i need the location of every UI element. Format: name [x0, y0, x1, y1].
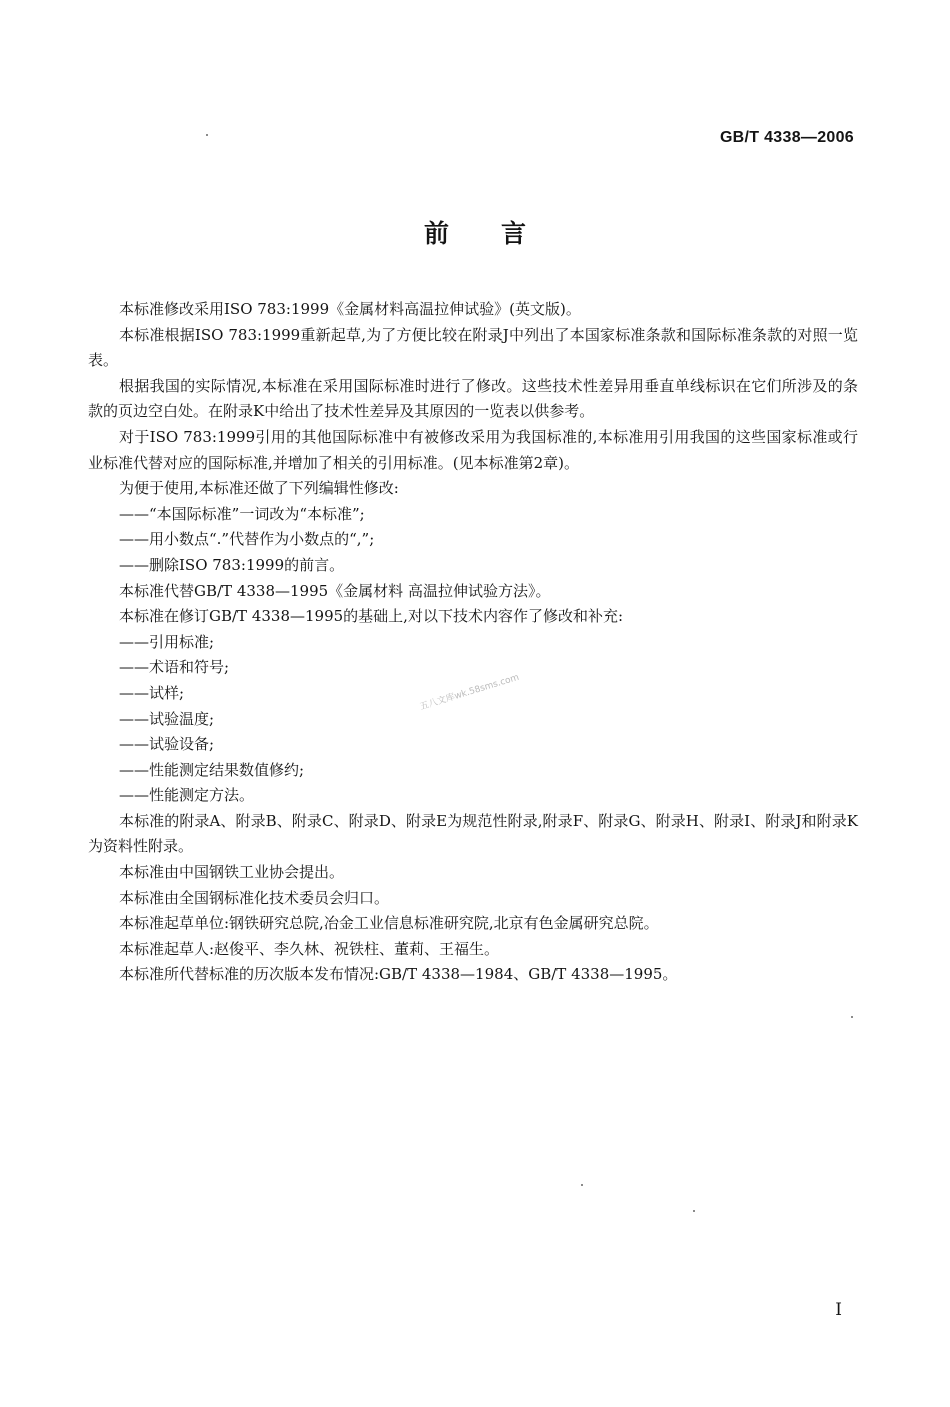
- watermark: 五八文库wk.58sms.com: [418, 672, 521, 713]
- paragraph: 本标准修改采用ISO 783:1999《金属材料高温拉伸试验》(英文版)。: [119, 300, 581, 318]
- paragraph: 本标准由中国钢铁工业协会提出。: [119, 863, 345, 882]
- scan-speck: [693, 1210, 695, 1212]
- page-number: I: [835, 1300, 842, 1320]
- paragraph: 根据我国的实际情况,本标准在采用国际标准时进行了修改。这些技术性差异用垂直单线标识在它们所涉及的条款的页边空白处。在附录K中给出了技术性差异及其原因的一览表以供参考。: [88, 376, 858, 421]
- list-item: ——引用标准;: [119, 632, 215, 651]
- list-item: ——性能测定方法。: [119, 786, 255, 805]
- paragraph: 本标准在修订GB/T 4338—1995的基础上,对以下技术内容作了修改和补充:: [119, 607, 624, 626]
- paragraph: 对于ISO 783:1999引用的其他国际标准中有被修改采用为我国标准的,本标准用引用我国的这些国家标准或行业标准代替对应的国际标准,并增加了相关的引用标准。(见本标准第2章)。: [88, 427, 858, 472]
- scan-speck: [581, 1184, 583, 1186]
- list-item: ——用小数点“.”代替作为小数点的“,”;: [119, 530, 375, 549]
- paragraph: 本标准所代替标准的历次版本发布情况:GB/T 4338—1984、GB/T 4338—1995。: [119, 965, 678, 984]
- paragraph: 本标准代替GB/T 4338—1995《金属材料 高温拉伸试验方法》。: [119, 581, 551, 600]
- scan-speck: [851, 1016, 853, 1018]
- foreword-body: [88, 297, 858, 988]
- scan-speck: [206, 134, 208, 136]
- list-item: ——性能测定结果数值修约;: [119, 760, 305, 779]
- paragraph: 本标准的附录A、附录B、附录C、附录D、附录E为规范性附录,附录F、附录G、附录H、附录I、附录J和附录K为资料性附录。: [88, 811, 858, 856]
- list-item: ——“本国际标准”一词改为“本标准”;: [119, 504, 365, 523]
- paragraph: 本标准起草单位:钢铁研究总院,冶金工业信息标准研究院,北京有色金属研究总院。: [119, 914, 659, 933]
- list-item: ——试验温度;: [119, 709, 215, 728]
- list-item: ——试验设备;: [119, 735, 215, 754]
- paragraph: 本标准根据ISO 783:1999重新起草,为了方便比较在附录J中列出了本国家标准条款和国际标准条款的对照一览表。: [88, 325, 858, 370]
- standard-code: GB/T 4338—2006: [719, 129, 854, 146]
- list-item: ——术语和符号;: [119, 658, 230, 677]
- paragraph: 为便于使用,本标准还做了下列编辑性修改:: [119, 479, 399, 498]
- list-item: ——试样;: [119, 683, 185, 702]
- paragraph: 本标准由全国钢标准化技术委员会归口。: [119, 888, 390, 907]
- page-title: 前言: [423, 219, 578, 248]
- paragraph: 本标准起草人:赵俊平、李久林、祝铁柱、董莉、王福生。: [119, 939, 500, 958]
- list-item: ——删除ISO 783:1999的前言。: [119, 555, 345, 574]
